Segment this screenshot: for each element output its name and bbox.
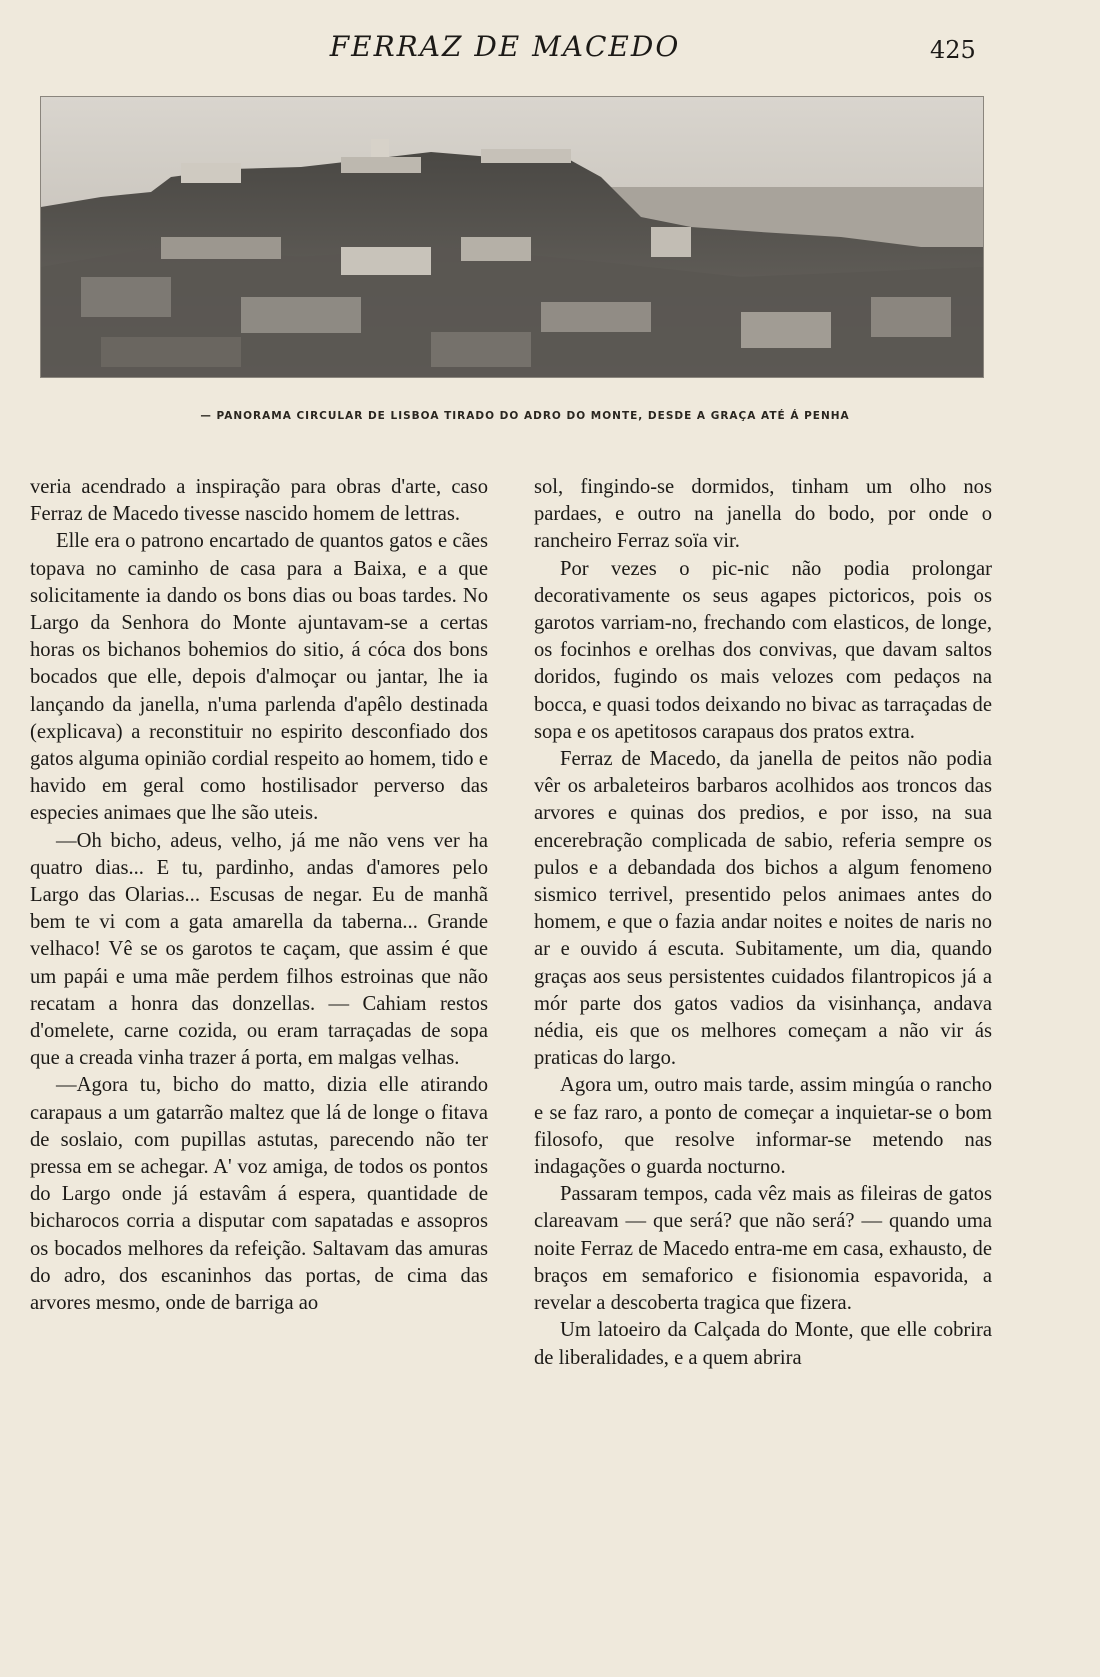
running-title: FERRAZ DE MACEDO — [329, 30, 681, 63]
paragraph: —Oh bicho, adeus, velho, já me não vens ver ha quatro dias... E tu, pardinho, andas d'amores pelo Largo das Olarias... Escusas de negar. Eu de manhã bem te vi com a gata amarella da taberna... Grande velhaco! Vê se os garotos te caçam, que assim é que um papái e uma mãe perdem filhos estroinas que não recatam a honra das donzellas. — Cahiam restos d'omelete, carne cozida, ou eram tarraçadas de sopa que a creada vinha trazer á porta, em malgas velhas. — [30, 829, 488, 1070]
paragraph: sol, fingindo-se dormidos, tinham um olho nos pardaes, e outro na janella do bodo, por onde o rancheiro Ferraz soïa vir. — [534, 476, 992, 553]
paragraph: Por vezes o pic-nic não podia prolongar decorativamente os seus agapes pictoricos, pois os garotos varriam-no, frechando com elasticos, de longe, os focinhos e orelhas dos convivas, que davam saltos doridos, fugindo os mais velozes com pedaços na bocca, e quasi todos deixando no bivac as tarraçadas de sopa e os apetitosos carapaus dos pratos extra. — [534, 557, 992, 743]
paragraph: Ferraz de Macedo, da janella de peitos não podia vêr os arbaleteiros barbaros acolhidos aos troncos das arvores e quinas dos predios, e por isso, na sua encerebração complicada de sabio, referia sempre os pulos e a debandada dos bichos a algum fenomeno sismico terrivel, presentido pelos animaes antes do homem, e que o fazia andar noites e noites de naris no ar e ouvido á escuta. Subitamente, um dia, quando graças aos seus persistentes cuidados filantropicos já a mór parte dos gatos vadios da visinhança, andava nédia, eis que os melhores começam a não vir ás praticas do largo. — [534, 748, 992, 1070]
paragraph: veria acendrado a inspiração para obras d'arte, caso Ferraz de Macedo tivesse nascido homem de lettras. — [30, 476, 488, 526]
figure-caption: — PANORAMA CIRCULAR DE LISBOA TIRADO DO ADRO DO MONTE, DESDE A GRAÇA ATÉ Á PENHA — [200, 410, 850, 422]
paragraph: Um latoeiro da Calçada do Monte, que elle cobrira de liberalidades, e a quem abrira — [534, 1319, 992, 1369]
panorama-illustration — [41, 97, 983, 377]
running-head — [0, 30, 1100, 74]
page-number: 425 — [930, 36, 976, 64]
left-column — [30, 474, 488, 1317]
paragraph: Passaram tempos, cada vêz mais as fileiras de gatos clareavam — que será? que não será? — quando uma noite Ferraz de Macedo entra-me em casa, exhausto, de braços em semaforico e fisionomia espavorida, a revelar a descoberta tragica que fizera. — [534, 1183, 992, 1315]
paragraph: Elle era o patrono encartado de quantos gatos e cães topava no caminho de casa para a Baixa, e a que solicitamente ia dando os bons dias ou boas tardes. No Largo da Senhora do Monte ajuntavam-se a certas horas os bichanos bohemios do sitio, á cóca dos bons bocados que elle, depois d'almoçar ou jantar, lhe ia lançando da janella, n'uma parlenda d'apêlo destinada (explicava) a reconstituir no espirito desconfiado dos gatos alguma opinião cordial respeito ao homem, tido e havido em geral como hostilisador perverso das especies animaes que lhe são uteis. — [30, 530, 488, 825]
paragraph: Agora um, outro mais tarde, assim mingúa o rancho e se faz raro, a ponto de começar a inquietar-se o bom filosofo, que resolve informar-se metendo nas indagações o guarda nocturno. — [534, 1074, 992, 1179]
paragraph: —Agora tu, bicho do matto, dizia elle atirando carapaus a um gatarrão maltez que lá de longe o fitava de soslaio, com pupillas astutas, parecendo não ter pressa em se achegar. A' voz amiga, de todos os pontos do Largo onde já estavâm á espera, quantidade de bicharocos corria a disputar com sapatadas e assopros os bocados melhores da refeição. Saltavam das amuras do adro, dos escaninhos das portas, de cima das arvores mesmo, onde de barriga ao — [30, 1074, 488, 1315]
panorama-photo — [40, 96, 984, 378]
right-column — [534, 474, 992, 1372]
